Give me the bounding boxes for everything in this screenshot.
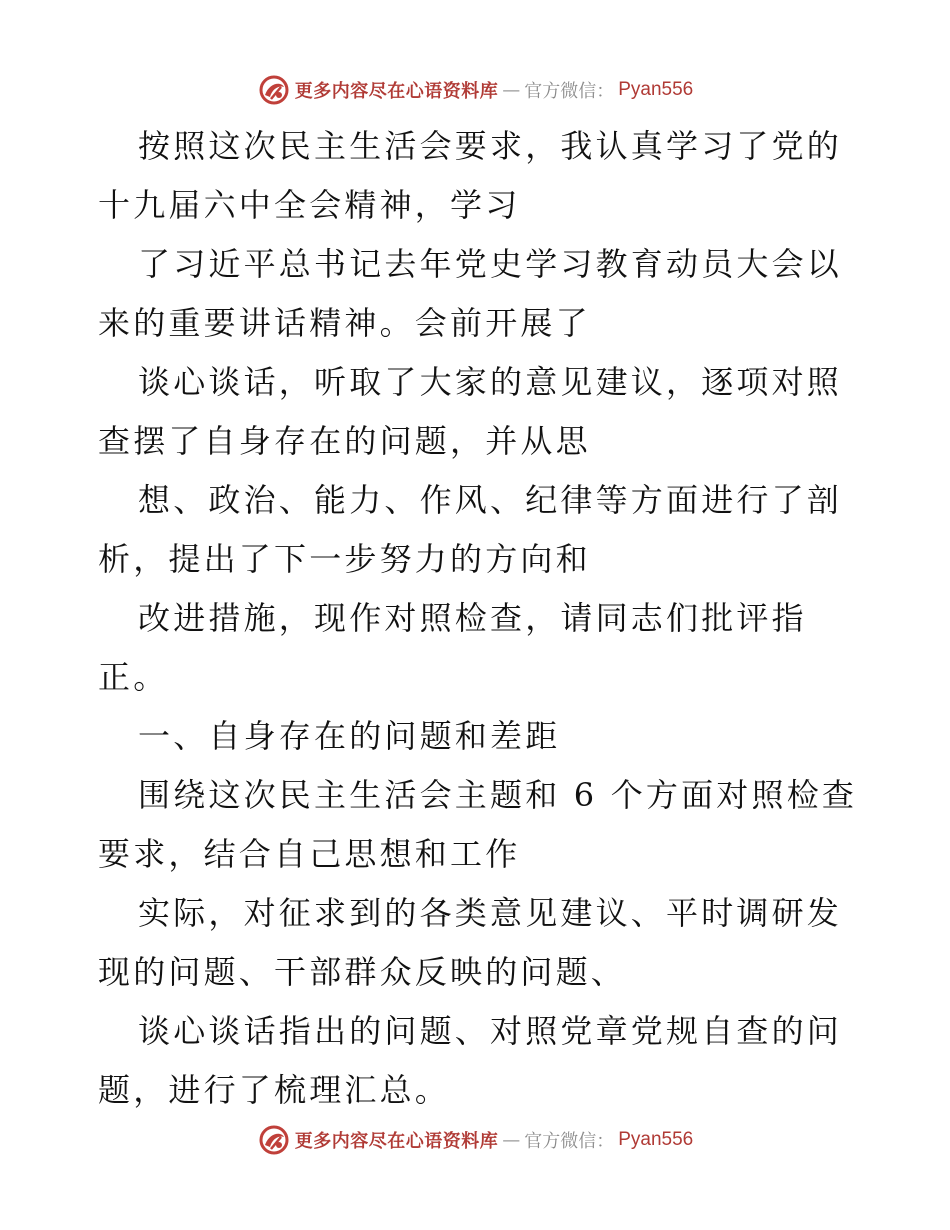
header-watermark-banner: [0, 70, 950, 110]
paragraph: 想、政治、能力、作风、纪律等方面进行了剖析，提出了下一步努力的方向和: [98, 481, 843, 578]
paragraph: 了习近平总书记去年党史学习教育动员大会以来的重要讲话精神。会前开展了: [98, 245, 843, 342]
paragraph: 围绕这次民主生活会主题和 6 个方面对照检查要求，结合自己思想和工作: [98, 776, 858, 873]
paragraph: 谈心谈话，听取了大家的意见建议，逐项对照查摆了自身存在的问题，并从思: [98, 363, 843, 460]
paragraph: 按照这次民主生活会要求，我认真学习了党的十九届六中全会精神，学习: [98, 127, 843, 224]
banner-separator: —: [502, 1129, 521, 1151]
section-heading: 一、自身存在的问题和差距: [138, 717, 561, 755]
banner-title: 更多内容尽在心语资料库: [294, 1131, 499, 1152]
footer-watermark-banner: [0, 1120, 950, 1160]
banner-wechat-label: 官方微信：: [524, 1131, 615, 1152]
banner-separator: —: [502, 79, 521, 101]
banner-wechat-label: 官方微信：: [524, 81, 615, 102]
red-swirl-logo-icon: [257, 1123, 291, 1157]
banner-title: 更多内容尽在心语资料库: [294, 81, 499, 102]
paragraph: 谈心谈话指出的问题、对照党章党规自查的问题，进行了梳理汇总。: [98, 1012, 843, 1109]
banner-wechat-id: Pyan556: [618, 1129, 694, 1150]
document-body: [98, 117, 858, 1120]
paragraph: 改进措施，现作对照检查，请同志们批评指正。: [98, 599, 807, 696]
red-swirl-logo-icon: [257, 73, 291, 107]
paragraph: 实际，对征求到的各类意见建议、平时调研发现的问题、干部群众反映的问题、: [98, 894, 843, 991]
banner-wechat-id: Pyan556: [618, 79, 694, 100]
